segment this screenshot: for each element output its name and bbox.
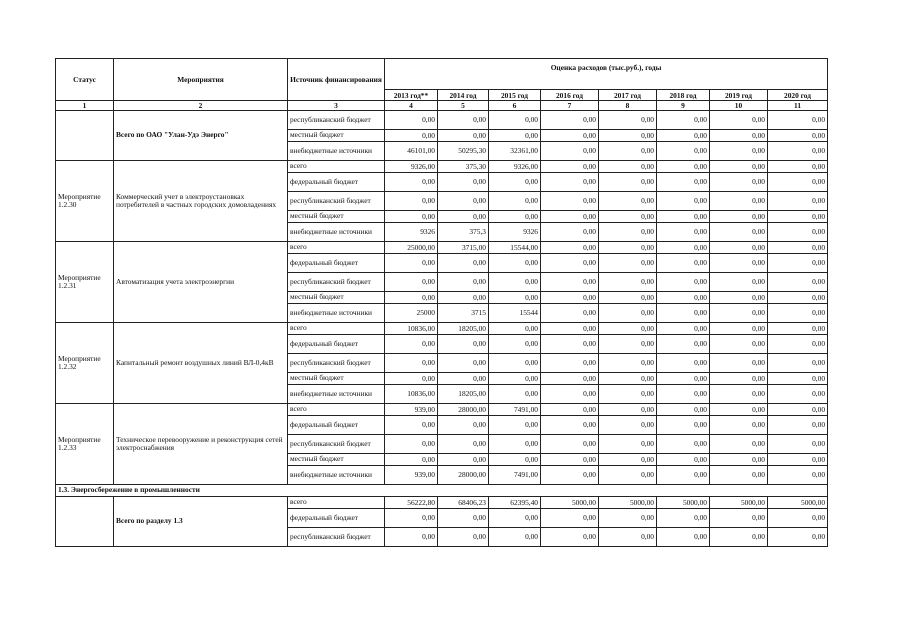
value-cell: 0,00 bbox=[710, 373, 768, 385]
value-cell: 0,00 bbox=[599, 466, 657, 485]
value-cell: 0,00 bbox=[710, 242, 768, 254]
value-cell: 0,00 bbox=[541, 173, 599, 192]
value-cell: 0,00 bbox=[599, 192, 657, 211]
value-cell: 0,00 bbox=[541, 111, 599, 130]
value-cell: 0,00 bbox=[657, 466, 710, 485]
header-year: 2016 год bbox=[541, 90, 599, 101]
value-cell: 0,00 bbox=[541, 130, 599, 142]
value-cell: 0,00 bbox=[768, 373, 828, 385]
value-cell: 0,00 bbox=[657, 304, 710, 323]
value-cell: 0,00 bbox=[599, 416, 657, 435]
value-cell: 5000,00 bbox=[657, 497, 710, 509]
value-cell: 0,00 bbox=[599, 254, 657, 273]
header-year: 2020 год bbox=[768, 90, 828, 101]
value-cell: 3715,00 bbox=[438, 242, 489, 254]
source-cell: федеральный бюджет bbox=[288, 416, 385, 435]
value-cell: 0,00 bbox=[599, 242, 657, 254]
source-cell: республиканский бюджет bbox=[288, 435, 385, 454]
value-cell: 0,00 bbox=[710, 354, 768, 373]
value-cell: 0,00 bbox=[710, 142, 768, 161]
source-cell: местный бюджет bbox=[288, 454, 385, 466]
value-cell: 9326,00 bbox=[489, 161, 541, 173]
column-number: 6 bbox=[489, 101, 541, 111]
value-cell: 18205,00 bbox=[438, 323, 489, 335]
value-cell: 0,00 bbox=[657, 211, 710, 223]
value-cell: 0,00 bbox=[541, 435, 599, 454]
value-cell: 0,00 bbox=[768, 335, 828, 354]
value-cell: 0,00 bbox=[541, 416, 599, 435]
header-year: 2014 год bbox=[438, 90, 489, 101]
column-number: 11 bbox=[768, 101, 828, 111]
value-cell: 0,00 bbox=[541, 509, 599, 528]
header-source: Источник финансирования bbox=[288, 59, 385, 101]
value-cell: 375,30 bbox=[438, 161, 489, 173]
value-cell: 939,00 bbox=[385, 404, 438, 416]
status-cell: Мероприятие 1.2.33 bbox=[56, 404, 114, 485]
value-cell: 0,00 bbox=[489, 273, 541, 292]
value-cell: 0,00 bbox=[657, 454, 710, 466]
source-cell: внебюджетные источники bbox=[288, 223, 385, 242]
value-cell: 0,00 bbox=[438, 435, 489, 454]
source-cell: внебюджетные источники bbox=[288, 385, 385, 404]
value-cell: 50295,30 bbox=[438, 142, 489, 161]
value-cell: 0,00 bbox=[657, 173, 710, 192]
source-cell: местный бюджет bbox=[288, 292, 385, 304]
value-cell: 0,00 bbox=[489, 192, 541, 211]
value-cell: 0,00 bbox=[599, 354, 657, 373]
value-cell: 10836,00 bbox=[385, 323, 438, 335]
value-cell: 0,00 bbox=[768, 385, 828, 404]
event-cell: Всего по ОАО "Улан-Удэ Энерго" bbox=[114, 111, 288, 161]
value-cell: 0,00 bbox=[599, 142, 657, 161]
value-cell: 0,00 bbox=[541, 223, 599, 242]
value-cell: 0,00 bbox=[489, 292, 541, 304]
value-cell: 0,00 bbox=[489, 111, 541, 130]
value-cell: 0,00 bbox=[489, 354, 541, 373]
value-cell: 0,00 bbox=[599, 211, 657, 223]
source-cell: всего bbox=[288, 242, 385, 254]
source-cell: федеральный бюджет bbox=[288, 335, 385, 354]
table-row bbox=[56, 323, 828, 335]
value-cell: 7491,00 bbox=[489, 404, 541, 416]
value-cell: 0,00 bbox=[710, 192, 768, 211]
value-cell: 0,00 bbox=[657, 373, 710, 385]
value-cell: 0,00 bbox=[489, 509, 541, 528]
value-cell: 0,00 bbox=[599, 304, 657, 323]
value-cell: 0,00 bbox=[710, 211, 768, 223]
value-cell: 0,00 bbox=[541, 323, 599, 335]
value-cell: 3715 bbox=[438, 304, 489, 323]
value-cell: 0,00 bbox=[385, 454, 438, 466]
value-cell: 0,00 bbox=[438, 373, 489, 385]
value-cell: 0,00 bbox=[710, 404, 768, 416]
value-cell: 0,00 bbox=[768, 528, 828, 547]
value-cell: 0,00 bbox=[438, 416, 489, 435]
source-cell: республиканский бюджет bbox=[288, 192, 385, 211]
value-cell: 0,00 bbox=[438, 211, 489, 223]
value-cell: 0,00 bbox=[438, 509, 489, 528]
budget-document bbox=[55, 58, 827, 547]
value-cell: 0,00 bbox=[541, 242, 599, 254]
source-cell: всего bbox=[288, 404, 385, 416]
value-cell: 0,00 bbox=[489, 454, 541, 466]
value-cell: 0,00 bbox=[541, 454, 599, 466]
value-cell: 0,00 bbox=[657, 130, 710, 142]
value-cell: 9326 bbox=[385, 223, 438, 242]
value-cell: 0,00 bbox=[489, 528, 541, 547]
value-cell: 9326 bbox=[489, 223, 541, 242]
value-cell: 0,00 bbox=[385, 509, 438, 528]
source-cell: республиканский бюджет bbox=[288, 273, 385, 292]
value-cell: 0,00 bbox=[768, 292, 828, 304]
value-cell: 0,00 bbox=[385, 416, 438, 435]
status-cell: Мероприятие 1.2.32 bbox=[56, 323, 114, 404]
value-cell: 0,00 bbox=[489, 416, 541, 435]
value-cell: 0,00 bbox=[385, 528, 438, 547]
value-cell: 0,00 bbox=[710, 273, 768, 292]
column-number: 4 bbox=[385, 101, 438, 111]
value-cell: 0,00 bbox=[541, 254, 599, 273]
header-status: Статус bbox=[56, 59, 114, 101]
value-cell: 375,3 bbox=[438, 223, 489, 242]
value-cell: 939,00 bbox=[385, 466, 438, 485]
event-cell: Автоматизация учета электроэнергии bbox=[114, 242, 288, 323]
value-cell: 0,00 bbox=[541, 192, 599, 211]
value-cell: 0,00 bbox=[385, 130, 438, 142]
column-number: 2 bbox=[114, 101, 288, 111]
value-cell: 0,00 bbox=[489, 335, 541, 354]
value-cell: 0,00 bbox=[768, 273, 828, 292]
value-cell: 0,00 bbox=[768, 354, 828, 373]
value-cell: 0,00 bbox=[768, 161, 828, 173]
value-cell: 0,00 bbox=[489, 173, 541, 192]
value-cell: 0,00 bbox=[438, 254, 489, 273]
value-cell: 0,00 bbox=[710, 454, 768, 466]
value-cell: 0,00 bbox=[489, 385, 541, 404]
value-cell: 0,00 bbox=[710, 416, 768, 435]
value-cell: 0,00 bbox=[768, 142, 828, 161]
value-cell: 0,00 bbox=[768, 223, 828, 242]
value-cell: 0,00 bbox=[710, 254, 768, 273]
status-cell bbox=[56, 497, 114, 547]
value-cell: 0,00 bbox=[438, 292, 489, 304]
value-cell: 0,00 bbox=[438, 528, 489, 547]
event-cell: Всего по разделу 1.3 bbox=[114, 497, 288, 547]
column-number: 9 bbox=[657, 101, 710, 111]
value-cell: 5000,00 bbox=[768, 497, 828, 509]
value-cell: 0,00 bbox=[710, 223, 768, 242]
value-cell: 0,00 bbox=[657, 416, 710, 435]
value-cell: 0,00 bbox=[710, 304, 768, 323]
table-row bbox=[56, 242, 828, 254]
source-cell: местный бюджет bbox=[288, 373, 385, 385]
value-cell: 0,00 bbox=[385, 273, 438, 292]
value-cell: 0,00 bbox=[710, 509, 768, 528]
value-cell: 0,00 bbox=[385, 173, 438, 192]
header-year: 2015 год bbox=[489, 90, 541, 101]
value-cell: 0,00 bbox=[541, 304, 599, 323]
value-cell: 0,00 bbox=[657, 142, 710, 161]
value-cell: 0,00 bbox=[541, 273, 599, 292]
value-cell: 0,00 bbox=[599, 528, 657, 547]
value-cell: 0,00 bbox=[768, 111, 828, 130]
value-cell: 0,00 bbox=[438, 335, 489, 354]
value-cell: 0,00 bbox=[768, 466, 828, 485]
status-cell bbox=[56, 111, 114, 161]
value-cell: 0,00 bbox=[599, 509, 657, 528]
value-cell: 0,00 bbox=[768, 454, 828, 466]
value-cell: 0,00 bbox=[657, 354, 710, 373]
value-cell: 0,00 bbox=[599, 130, 657, 142]
value-cell: 0,00 bbox=[657, 273, 710, 292]
source-cell: федеральный бюджет bbox=[288, 173, 385, 192]
value-cell: 10836,00 bbox=[385, 385, 438, 404]
value-cell: 0,00 bbox=[489, 435, 541, 454]
column-number: 3 bbox=[288, 101, 385, 111]
status-cell: Мероприятие 1.2.30 bbox=[56, 161, 114, 242]
value-cell: 0,00 bbox=[385, 192, 438, 211]
value-cell: 0,00 bbox=[657, 528, 710, 547]
value-cell: 0,00 bbox=[768, 509, 828, 528]
value-cell: 0,00 bbox=[710, 111, 768, 130]
event-cell: Техническое перевооружение и реконструкция сетей электроснабжения bbox=[114, 404, 288, 485]
value-cell: 0,00 bbox=[710, 292, 768, 304]
value-cell: 5000,00 bbox=[541, 497, 599, 509]
value-cell: 0,00 bbox=[599, 385, 657, 404]
value-cell: 0,00 bbox=[710, 435, 768, 454]
value-cell: 0,00 bbox=[541, 528, 599, 547]
column-number: 1 bbox=[56, 101, 114, 111]
value-cell: 9326,00 bbox=[385, 161, 438, 173]
value-cell: 0,00 bbox=[541, 211, 599, 223]
source-cell: внебюджетные источники bbox=[288, 304, 385, 323]
value-cell: 0,00 bbox=[385, 354, 438, 373]
value-cell: 0,00 bbox=[385, 435, 438, 454]
value-cell: 0,00 bbox=[657, 509, 710, 528]
value-cell: 0,00 bbox=[768, 130, 828, 142]
value-cell: 0,00 bbox=[438, 130, 489, 142]
value-cell: 46101,00 bbox=[385, 142, 438, 161]
value-cell: 0,00 bbox=[541, 354, 599, 373]
status-cell: Мероприятие 1.2.31 bbox=[56, 242, 114, 323]
value-cell: 0,00 bbox=[489, 373, 541, 385]
value-cell: 0,00 bbox=[438, 192, 489, 211]
value-cell: 0,00 bbox=[599, 273, 657, 292]
value-cell: 0,00 bbox=[768, 416, 828, 435]
value-cell: 0,00 bbox=[438, 111, 489, 130]
value-cell: 0,00 bbox=[657, 292, 710, 304]
value-cell: 5000,00 bbox=[710, 497, 768, 509]
value-cell: 0,00 bbox=[710, 385, 768, 404]
value-cell: 25000,00 bbox=[385, 242, 438, 254]
source-cell: всего bbox=[288, 161, 385, 173]
value-cell: 18205,00 bbox=[438, 385, 489, 404]
value-cell: 0,00 bbox=[768, 304, 828, 323]
source-cell: всего bbox=[288, 497, 385, 509]
source-cell: республиканский бюджет bbox=[288, 111, 385, 130]
value-cell: 0,00 bbox=[541, 373, 599, 385]
header-estimate: Оценка расходов (тыс.руб.), годы bbox=[385, 59, 828, 90]
source-cell: федеральный бюджет bbox=[288, 509, 385, 528]
value-cell: 0,00 bbox=[489, 254, 541, 273]
value-cell: 0,00 bbox=[385, 292, 438, 304]
budget-table bbox=[55, 58, 828, 547]
value-cell: 0,00 bbox=[657, 161, 710, 173]
column-number: 5 bbox=[438, 101, 489, 111]
table-row bbox=[56, 111, 828, 130]
value-cell: 0,00 bbox=[599, 161, 657, 173]
value-cell: 0,00 bbox=[657, 192, 710, 211]
value-cell: 0,00 bbox=[385, 373, 438, 385]
value-cell: 0,00 bbox=[541, 385, 599, 404]
value-cell: 0,00 bbox=[768, 173, 828, 192]
event-cell: Коммерческий учет в электроустановках потребителей в частных городских домовладениях bbox=[114, 161, 288, 242]
value-cell: 15544,00 bbox=[489, 242, 541, 254]
value-cell: 0,00 bbox=[385, 211, 438, 223]
column-number: 7 bbox=[541, 101, 599, 111]
column-number: 8 bbox=[599, 101, 657, 111]
value-cell: 0,00 bbox=[599, 435, 657, 454]
event-cell: Капитальный ремонт воздушных линий ВЛ-0,4кВ bbox=[114, 323, 288, 404]
value-cell: 0,00 bbox=[541, 161, 599, 173]
value-cell: 15544 bbox=[489, 304, 541, 323]
source-cell: местный бюджет bbox=[288, 130, 385, 142]
value-cell: 0,00 bbox=[599, 292, 657, 304]
header-year: 2018 год bbox=[657, 90, 710, 101]
value-cell: 0,00 bbox=[541, 292, 599, 304]
source-cell: внебюджетные источники bbox=[288, 142, 385, 161]
source-cell: республиканский бюджет bbox=[288, 354, 385, 373]
value-cell: 0,00 bbox=[657, 335, 710, 354]
value-cell: 0,00 bbox=[385, 111, 438, 130]
value-cell: 0,00 bbox=[710, 173, 768, 192]
value-cell: 0,00 bbox=[657, 323, 710, 335]
value-cell: 0,00 bbox=[768, 192, 828, 211]
value-cell: 28000,00 bbox=[438, 404, 489, 416]
value-cell: 0,00 bbox=[710, 528, 768, 547]
header-year: 2017 год bbox=[599, 90, 657, 101]
source-cell: местный бюджет bbox=[288, 211, 385, 223]
value-cell: 25000 bbox=[385, 304, 438, 323]
value-cell: 0,00 bbox=[489, 130, 541, 142]
value-cell: 0,00 bbox=[710, 335, 768, 354]
table-row bbox=[56, 497, 828, 509]
header-event: Мероприятия bbox=[114, 59, 288, 101]
value-cell: 0,00 bbox=[438, 173, 489, 192]
value-cell: 0,00 bbox=[768, 211, 828, 223]
value-cell: 0,00 bbox=[599, 454, 657, 466]
value-cell: 0,00 bbox=[599, 173, 657, 192]
value-cell: 0,00 bbox=[385, 254, 438, 273]
value-cell: 0,00 bbox=[599, 111, 657, 130]
value-cell: 32361,00 bbox=[489, 142, 541, 161]
value-cell: 0,00 bbox=[599, 223, 657, 242]
value-cell: 5000,00 bbox=[599, 497, 657, 509]
value-cell: 0,00 bbox=[599, 404, 657, 416]
value-cell: 7491,00 bbox=[489, 466, 541, 485]
source-cell: внебюджетные источники bbox=[288, 466, 385, 485]
table-row bbox=[56, 404, 828, 416]
value-cell: 0,00 bbox=[599, 335, 657, 354]
value-cell: 0,00 bbox=[657, 254, 710, 273]
value-cell: 28000,00 bbox=[438, 466, 489, 485]
value-cell: 0,00 bbox=[541, 142, 599, 161]
value-cell: 0,00 bbox=[541, 335, 599, 354]
value-cell: 0,00 bbox=[710, 323, 768, 335]
value-cell: 0,00 bbox=[710, 466, 768, 485]
value-cell: 0,00 bbox=[541, 466, 599, 485]
value-cell: 0,00 bbox=[657, 111, 710, 130]
value-cell: 0,00 bbox=[438, 273, 489, 292]
source-cell: всего bbox=[288, 323, 385, 335]
value-cell: 0,00 bbox=[768, 435, 828, 454]
value-cell: 0,00 bbox=[657, 404, 710, 416]
column-number: 10 bbox=[710, 101, 768, 111]
value-cell: 0,00 bbox=[768, 404, 828, 416]
value-cell: 0,00 bbox=[657, 435, 710, 454]
value-cell: 0,00 bbox=[385, 335, 438, 354]
value-cell: 0,00 bbox=[599, 323, 657, 335]
value-cell: 0,00 bbox=[768, 323, 828, 335]
value-cell: 68406,23 bbox=[438, 497, 489, 509]
value-cell: 0,00 bbox=[599, 373, 657, 385]
value-cell: 0,00 bbox=[489, 211, 541, 223]
value-cell: 0,00 bbox=[657, 223, 710, 242]
section-row bbox=[56, 485, 828, 497]
value-cell: 0,00 bbox=[541, 404, 599, 416]
source-cell: республиканский бюджет bbox=[288, 528, 385, 547]
header-year: 2019 год bbox=[710, 90, 768, 101]
value-cell: 0,00 bbox=[438, 454, 489, 466]
value-cell: 62395,40 bbox=[489, 497, 541, 509]
source-cell: федеральный бюджет bbox=[288, 254, 385, 273]
value-cell: 0,00 bbox=[657, 242, 710, 254]
section-title: 1.3. Энергосбережение в промышленности bbox=[56, 485, 828, 497]
value-cell: 0,00 bbox=[657, 385, 710, 404]
value-cell: 0,00 bbox=[710, 161, 768, 173]
value-cell: 0,00 bbox=[710, 130, 768, 142]
value-cell: 0,00 bbox=[438, 354, 489, 373]
value-cell: 56222,80 bbox=[385, 497, 438, 509]
value-cell: 0,00 bbox=[768, 254, 828, 273]
table-row bbox=[56, 161, 828, 173]
value-cell: 0,00 bbox=[489, 323, 541, 335]
value-cell: 0,00 bbox=[768, 242, 828, 254]
header-year: 2013 год** bbox=[385, 90, 438, 101]
